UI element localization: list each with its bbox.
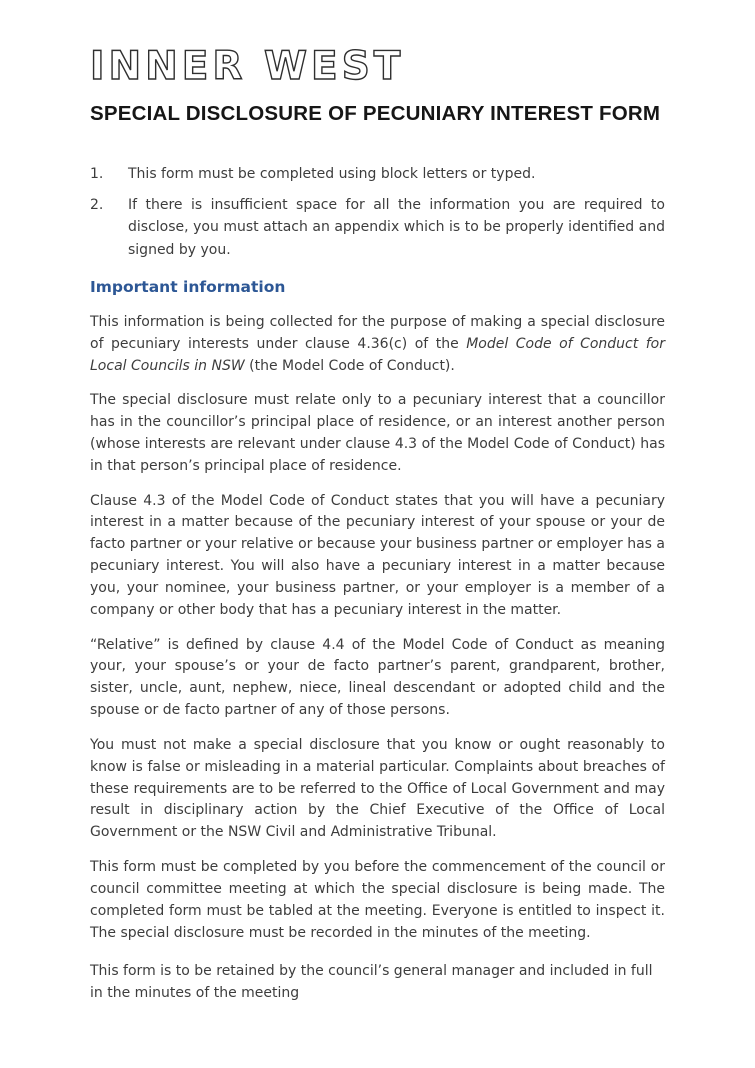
paragraph-collection-purpose xyxy=(90,312,665,377)
paragraph-false-disclosure-warning: You must not make a special disclosure that you know or ought reasonably to know is false or misleading in a material particular. Complaints about breaches of these requirements are to be referred to the Office of Local Government and may result in disciplinary action by the Chief Executive of the Office of Local Government or the NSW Civil and Administrative Tribunal. xyxy=(90,736,665,841)
footer-note: This form is to be retained by the council’s general manager and included in full in the minutes of the meeting xyxy=(90,963,653,1002)
paragraph-relative-definition: “Relative” is defined by clause 4.4 of the Model Code of Conduct as meaning your, your spouse’s or your de facto partner’s parent, grandparent, brother, sister, uncle, aunt, nephew, niece, lineal descendant or adopted child and the spouse or de facto partner of any of those persons. xyxy=(90,636,665,719)
paragraph-completion-requirements: This form must be completed by you before the commencement of the council or council committee meeting at which the special disclosure is being made. The completed form must be tabled at the meeting. Everyone is entitled to inspect it. The special disclosure must be recorded in the minutes of the meeting. xyxy=(90,859,665,941)
list-item-text: This form must be completed using block letters or typed. xyxy=(128,165,536,182)
inner-west-logo-graphic xyxy=(90,42,410,88)
paragraph-text: (the Model Code of Conduct). xyxy=(244,357,455,374)
list-item xyxy=(90,163,665,185)
list-item xyxy=(90,194,665,261)
list-item-number: 1. xyxy=(90,165,104,182)
list-item-number: 2. xyxy=(90,196,104,213)
logo-text: INNER WEST xyxy=(90,44,405,88)
instruction-list xyxy=(90,163,665,262)
inner-west-logo xyxy=(90,42,665,88)
paragraph-text: This information is being collected for the purpose of making a special disclosure of pecuniary interests under clause 4.36(c) of the xyxy=(90,313,665,352)
list-item-text: If there is insufficient space for all the information you are required to disclose, you must attach an appendix which is to be properly identified and signed by you. xyxy=(128,196,665,258)
page-title: SPECIAL DISCLOSURE OF PECUNIARY INTEREST FORM xyxy=(90,102,661,125)
paragraph-principal-residence: The special disclosure must relate only to a pecuniary interest that a councillor has in the councillor’s principal place of residence, or an interest another person (whose interests are relevant under clause 4.3 of the Model Code of Conduct) has in that person’s principal place of residence. xyxy=(90,392,665,474)
italic-citation: Model Code of Conduct for Local Councils in NSW xyxy=(90,335,665,374)
paragraph-clause-4-3: Clause 4.3 of the Model Code of Conduct states that you will have a pecuniary interest in a matter because of the pecuniary interest of your spouse or your de facto partner or your relative or because your business partner or employer has a pecuniary interest. You will also have a pecuniary interest in a matter because you, your nominee, your business partner, or your employer is a member of a company or other body that has a pecuniary interest in the matter. xyxy=(90,492,665,618)
section-heading-important-information: Important information xyxy=(90,278,286,297)
